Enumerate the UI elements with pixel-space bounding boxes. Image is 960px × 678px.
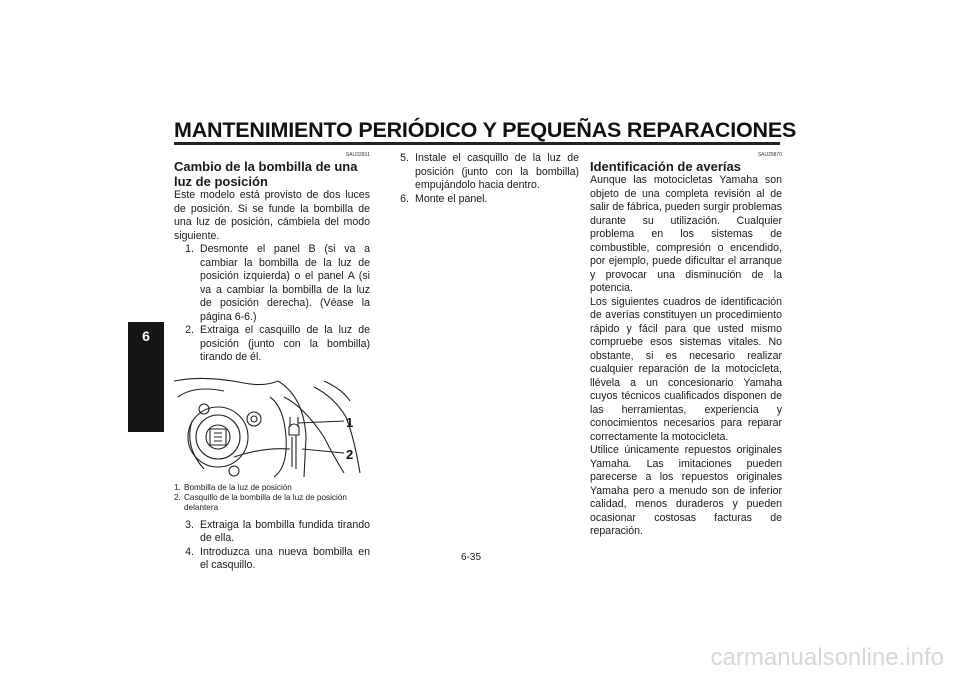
step-text: Monte el panel. bbox=[415, 192, 488, 205]
header-rule bbox=[174, 142, 780, 145]
steps-list-a bbox=[174, 243, 370, 365]
step-number: 4. bbox=[185, 545, 194, 558]
caption-item bbox=[174, 483, 370, 493]
step-number: 6. bbox=[400, 192, 409, 205]
steps-list-b bbox=[174, 519, 370, 573]
caption-item bbox=[174, 493, 370, 513]
step-text: Introduzca una nueva bombilla en el casquillo. bbox=[200, 545, 370, 571]
step-number: 1. bbox=[185, 243, 194, 255]
step-number: 5. bbox=[400, 152, 409, 164]
callout-1: 1 bbox=[346, 414, 354, 430]
bulb-illustration bbox=[174, 377, 370, 477]
step-text: Extraiga la bombilla fundida tirando de ella. bbox=[200, 518, 370, 544]
section-code: SAU25870 bbox=[757, 152, 782, 158]
paragraph: Utilice únicamente repuestos originales Yamaha. Las imitaciones pueden parecerse a los repuestos originales Yamaha pero a menudo son de inferior calidad, menos duraderos y pueden ocasionar costosas facturas de reparación. bbox=[590, 444, 782, 537]
step-text: Instale el casquillo de la luz de posición (junto con la bombilla) empujándolo hacia dentro. bbox=[415, 152, 579, 191]
middle-column bbox=[389, 152, 579, 206]
figure-captions bbox=[174, 483, 370, 513]
step-text: Extraiga el casquillo de la luz de posición (junto con la bombilla) tirando de él. bbox=[200, 324, 370, 363]
step-number: 2. bbox=[185, 324, 194, 336]
section-code: SAU32831 bbox=[345, 152, 370, 158]
left-column bbox=[174, 152, 370, 573]
chapter-tab: 6 bbox=[128, 322, 164, 432]
step-item bbox=[174, 324, 370, 365]
step-text: Desmonte el panel B (si va a cambiar la bombilla de la luz de posición izquierda) o el panel A (si va a cambiar la bombilla de la luz de posición derecha). (Véase la página 6-6.) bbox=[200, 243, 370, 323]
steps-list-c bbox=[389, 152, 579, 206]
page-header-title: MANTENIMIENTO PERIÓDICO Y PEQUEÑAS REPARACIONES bbox=[174, 118, 797, 142]
step-item bbox=[389, 193, 579, 207]
section-heading: Identificación de averías bbox=[590, 159, 742, 174]
section-heading: Cambio de la bombilla de una luz de posición bbox=[174, 159, 358, 189]
step-number: 3. bbox=[185, 518, 194, 531]
step-item bbox=[174, 519, 370, 546]
step-item bbox=[389, 152, 579, 193]
intro-paragraph: Este modelo está provisto de dos luces de posición. Si se funde la bombilla de una luz de posición, cámbiela del modo siguiente. bbox=[174, 189, 370, 242]
caption-number: 2. bbox=[174, 492, 181, 502]
caption-text: Casquillo de la bombilla de la luz de posición delantera bbox=[184, 492, 347, 512]
page-number: 6-35 bbox=[461, 552, 482, 563]
paragraph: Los siguientes cuadros de identificación de averías constituyen un procedimiento rápido y fácil para que usted mismo compruebe esos sistemas vitales. No obstante, si es necesario realizar cualquier reparación de la motocicleta, llévela a un concesionario Yamaha cuyos técnicos cualificados disponen de las herramientas, experiencia y conocimientos necesarios para reparar correctamente la motocicleta. bbox=[590, 295, 782, 443]
watermark: carmanualsonline.info bbox=[710, 644, 944, 671]
right-column bbox=[590, 152, 782, 539]
caption-text: Bombilla de la luz de posición bbox=[184, 482, 292, 492]
step-item bbox=[174, 243, 370, 324]
step-item bbox=[174, 546, 370, 573]
callout-2: 2 bbox=[346, 446, 354, 462]
paragraph: Aunque las motocicletas Yamaha son objeto de una completa revisión al de salir de fábrica, pueden surgir problemas durante su utilización. Cualquier problema en los sistemas de combustible, compresión o encendido, por ejemplo, puede dificultar el arranque y provocar una disminución de la potencia. bbox=[590, 174, 782, 294]
caption-number: 1. bbox=[174, 482, 181, 492]
